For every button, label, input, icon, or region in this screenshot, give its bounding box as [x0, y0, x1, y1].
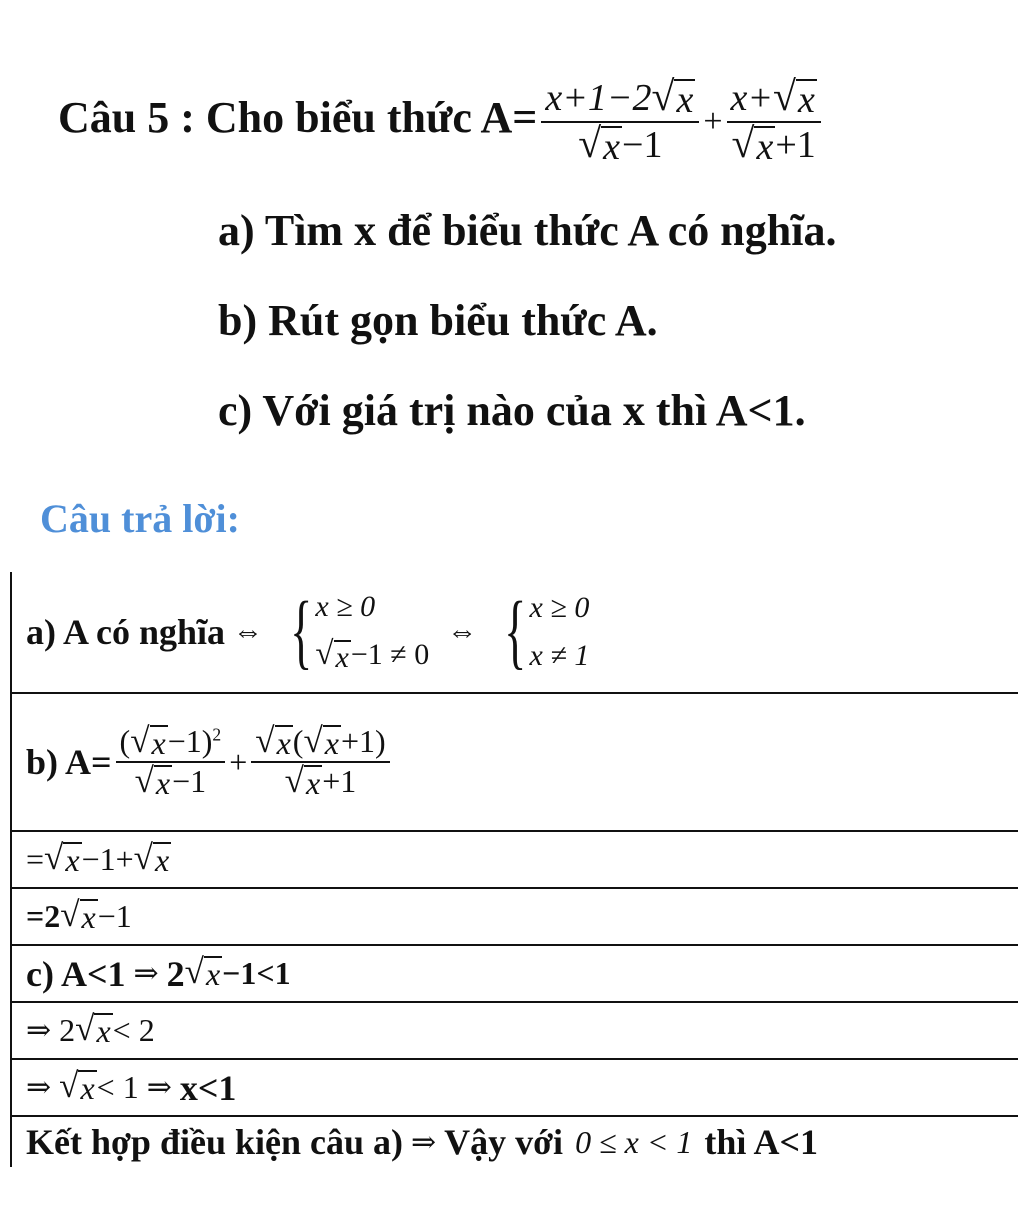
answer-b-fraction-1: ( √ x −1)$^2$ √ x −1 [116, 723, 226, 800]
question-title-text: Câu 5 : Cho biểu thức A= [58, 92, 538, 142]
answer-row-6: ⇒ 2 √ x < 2 [12, 1003, 1018, 1060]
answer-a-label: a) A có nghĩa [26, 612, 226, 652]
answer-row-conclusion: Kết hợp điều kiện câu a) ⇒ Vậy với 0 ≤ x < 1 thì A<1 [26, 1122, 818, 1162]
answer-row-7: ⇒ √ x < 1 ⇒ x<1 [12, 1060, 1018, 1117]
question-item-b: b) Rút gọn biểu thức A. [218, 296, 658, 345]
answer-row-b: b) A= ( √ x −1)$^2$ √ x −1 + √ x ( √ x +1) √ x +1 [12, 694, 1018, 832]
answer-b-fraction-2: √ x ( √ x +1) √ x +1 [251, 723, 389, 800]
answer-table [10, 572, 1018, 1167]
question-item-c: c) Với giá trị nào của x thì A<1. [218, 386, 806, 435]
answer-b-label: b) A= [26, 742, 112, 782]
answer-row-a: a) A có nghĩa ⇔ { x ≥ 0 √ x −1 ≠ 0 ⇔ { x ≥ 0 x ≠ 1 [12, 572, 1018, 694]
fraction-2: x+ √ x √ x +1 [727, 76, 821, 168]
answer-row-c: c) A<1 ⇒ 2 √ x −1<1 [12, 946, 1018, 1003]
condition-system-2: { x ≥ 0 x ≠ 1 [504, 585, 590, 678]
question-title: Câu 5 : Cho biểu thức A= x+1−2 √ x √ x −1 + x+ √ x √ x +1 [58, 76, 825, 168]
answer-row-4: =2 √ x −1 [12, 889, 1018, 946]
answer-heading: Câu trả lời: [40, 496, 240, 541]
condition-system-1: { x ≥ 0 √ x −1 ≠ 0 [290, 585, 430, 678]
fraction-1: x+1−2 √ x √ x −1 [541, 76, 699, 168]
answer-row-3: = √ x −1+ √ x [12, 832, 1018, 889]
question-item-a: a) Tìm x để biểu thức A có nghĩa. [218, 206, 837, 255]
